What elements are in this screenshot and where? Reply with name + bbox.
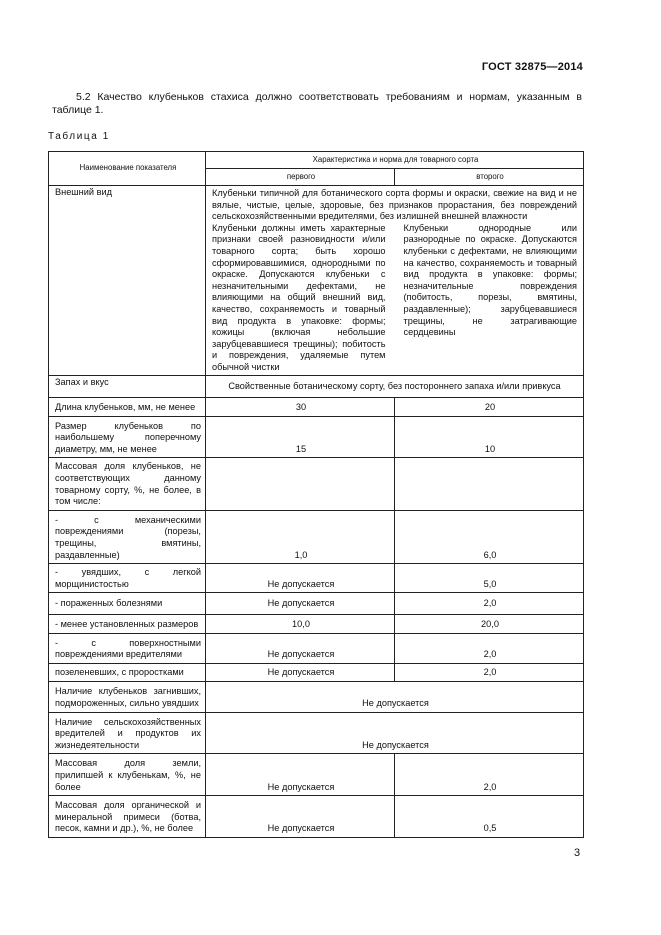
impurities-second: 0,5 bbox=[395, 796, 584, 838]
greened-first: Не допускается bbox=[206, 663, 395, 682]
row-name-length: Длина клубеньков, мм, не менее bbox=[49, 398, 206, 417]
page-number: 3 bbox=[574, 847, 581, 859]
row-name-undersized: - менее установленных размеров bbox=[49, 615, 206, 634]
pests-value: Не допускается bbox=[206, 712, 584, 754]
standard-number: ГОСТ 32875—2014 bbox=[481, 61, 583, 73]
pest-damage-first: Не допускается bbox=[206, 633, 395, 663]
header-first-grade: первого bbox=[206, 169, 395, 186]
row-name-diseased: - пораженных болезнями bbox=[49, 593, 206, 615]
soil-second: 2,0 bbox=[395, 754, 584, 796]
header-characteristic: Характеристика и норма для товарного сорта bbox=[206, 152, 584, 169]
impurities-first: Не допускается bbox=[206, 796, 395, 838]
appearance-grades bbox=[212, 223, 577, 374]
diseased-second: 2,0 bbox=[395, 593, 584, 615]
mass-nonconforming-first bbox=[206, 458, 395, 510]
diameter-second: 10 bbox=[395, 416, 584, 458]
appearance-description bbox=[206, 186, 584, 376]
smell-value: Свойственные ботаническому сорту, без постороннего запаха и/или привкуса bbox=[206, 375, 584, 398]
wilted-first: Не допускается bbox=[206, 564, 395, 593]
undersized-first: 10,0 bbox=[206, 615, 395, 634]
diameter-first: 15 bbox=[206, 416, 395, 458]
mechanical-second: 6,0 bbox=[395, 510, 584, 563]
greened-second: 2,0 bbox=[395, 663, 584, 682]
requirements-table bbox=[48, 151, 584, 838]
length-first: 30 bbox=[206, 398, 395, 417]
row-name-mass-nonconforming: Массовая доля клубеньков, не соответствующих данному товарному сорту, %, не более, в том числе: bbox=[49, 458, 206, 510]
soil-first: Не допускается bbox=[206, 754, 395, 796]
pest-damage-second: 2,0 bbox=[395, 633, 584, 663]
row-name-greened: позеленевших, с проростками bbox=[49, 663, 206, 682]
row-name-soil: Массовая доля земли, прилипшей к клубенькам, %, не более bbox=[49, 754, 206, 796]
rotten-value: Не допускается bbox=[206, 682, 584, 712]
row-name-impurities: Массовая доля органической и минеральной примеси (ботва, песок, камни и др.), %, не более bbox=[49, 796, 206, 838]
diseased-first: Не допускается bbox=[206, 593, 395, 615]
wilted-second: 5,0 bbox=[395, 564, 584, 593]
intro-paragraph: 5.2 Качество клубеньков стахиса должно соответствовать требованиям и нормам, указанным в таблице 1. bbox=[52, 91, 582, 116]
appearance-common: Клубеньки типичной для ботанического сорта формы и окраски, свежие на вид и не вялые, чистые, целые, здоровые, без признаков прорастания, без повреждений сельскохозяйственными вредителями, без излишней внешней влажности bbox=[212, 188, 577, 222]
mass-nonconforming-second bbox=[395, 458, 584, 510]
length-second: 20 bbox=[395, 398, 584, 417]
appearance-first: Клубеньки должны иметь характерные признаки своей разновидности и/или товарного сорта; быть хорошо сформировавшимися, однородными по окраске. Допускаются клубеньки с незначительными дефектами, не влияющими на общий внешний вид, качество, сохраняемость и товарный вид продукта в упаковке: формы; кожицы (включая небольшие зарубцевавшиеся трещины); побитость и повреждения, удаляемые путем обычной чистки bbox=[212, 222, 386, 372]
undersized-second: 20,0 bbox=[395, 615, 584, 634]
row-name-mechanical: - с механическими повреждениями (порезы, трещины, вмятины, раздавленные) bbox=[49, 510, 206, 563]
mechanical-first: 1,0 bbox=[206, 510, 395, 563]
row-name-wilted: - увядших, с легкой морщинистостью bbox=[49, 564, 206, 593]
row-name-appearance: Внешний вид bbox=[49, 186, 206, 376]
appearance-second: Клубеньки однородные или разнородные по окраске. Допускаются клубеньки с дефектами, не влияющими на качество, сохраняемость и товарный вид продукта в упаковке: формы; незначительные повреждения (побитость, порезы, вмятины, раздавленные); зарубцевавшиеся трещины, не затрагивающие сердцевины bbox=[403, 222, 577, 338]
table-caption: Таблица 1 bbox=[48, 131, 110, 142]
row-name-rotten: Наличие клубеньков загнивших, подмороженных, сильно увядших bbox=[49, 682, 206, 712]
row-name-smell: Запах и вкус bbox=[49, 375, 206, 398]
row-name-diameter: Размер клубеньков по наибольшему поперечному диаметру, мм, не менее bbox=[49, 416, 206, 458]
header-second-grade: второго bbox=[395, 169, 584, 186]
row-name-pest-damage: - с поверхностными повреждениями вредителями bbox=[49, 633, 206, 663]
header-indicator: Наименование показателя bbox=[49, 152, 206, 186]
row-name-pests: Наличие сельскохозяйственных вредителей и продуктов их жизнедеятельности bbox=[49, 712, 206, 754]
